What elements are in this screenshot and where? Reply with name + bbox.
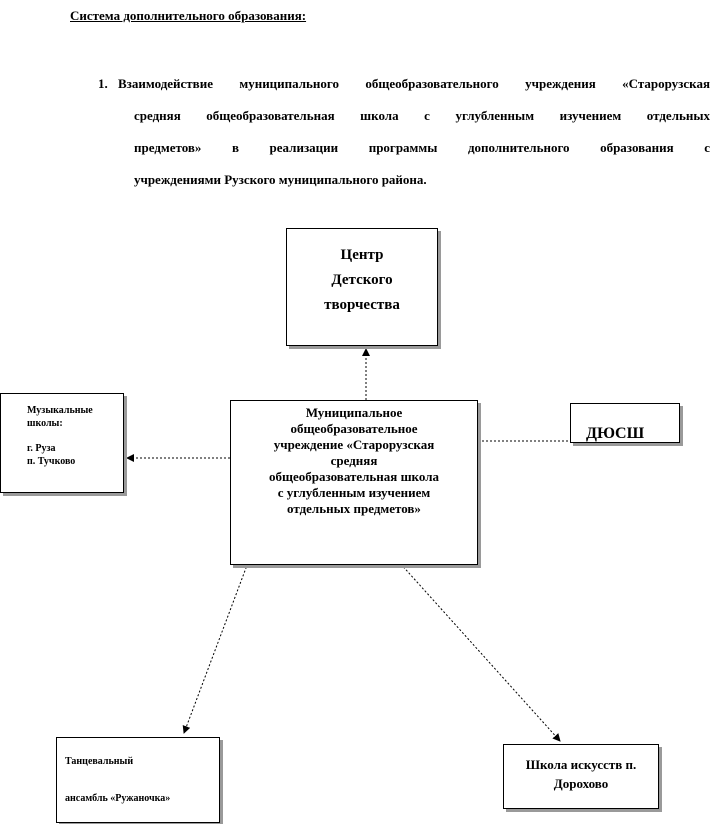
music-place-2: п. Тучково [27, 456, 76, 467]
art-line-2: Дорохово [553, 776, 609, 791]
list-text-line-3: предметов» в реализации программы дополнительного образования с [134, 140, 710, 155]
music-title-1: Музыкальные [27, 405, 93, 416]
art-line-1: Школа искусств п. [525, 757, 637, 772]
dance-ensemble-box [56, 737, 220, 823]
arrow-to-dance [184, 552, 252, 733]
dance-line-2: ансамбль «Ружаночка» [65, 793, 171, 804]
music-place-1: г. Руза [27, 443, 56, 454]
main-line-5: общеобразовательная школа [269, 469, 439, 484]
main-school-box [230, 400, 478, 565]
center-line-2: Детского [331, 271, 393, 288]
main-line-6: с углубленным изучением [277, 485, 431, 500]
list-text-line-4: учреждениями Рузского муниципального района. [134, 172, 427, 187]
list-text-line-1: Взаимодействие муниципального общеобразовательного учреждения «Старорузская [118, 76, 710, 91]
center-children-creativity-box [286, 228, 438, 346]
main-line-2: общеобразовательное [290, 421, 418, 436]
main-line-7: отдельных предметов» [287, 501, 421, 516]
art-school-box [503, 744, 659, 809]
main-line-1: Муниципальное [305, 405, 403, 420]
list-number: 1. [98, 76, 108, 91]
dyussh-box [570, 403, 680, 443]
arrow-to-art [390, 552, 560, 741]
dance-line-1: Танцевальный [65, 756, 134, 767]
center-line-1: Центр [340, 246, 384, 263]
music-title-2: школы: [27, 418, 63, 429]
center-line-3: творчества [324, 296, 400, 313]
music-schools-box [0, 393, 124, 493]
list-text-line-2: средняя общеобразовательная школа с углубленным изучением отдельных [134, 108, 710, 123]
section-heading: Система дополнительного образования: [70, 8, 307, 23]
main-line-3: учреждение «Старорузская [273, 437, 435, 452]
dyussh-label: ДЮСШ [586, 425, 645, 442]
main-line-4: средняя [330, 453, 378, 468]
